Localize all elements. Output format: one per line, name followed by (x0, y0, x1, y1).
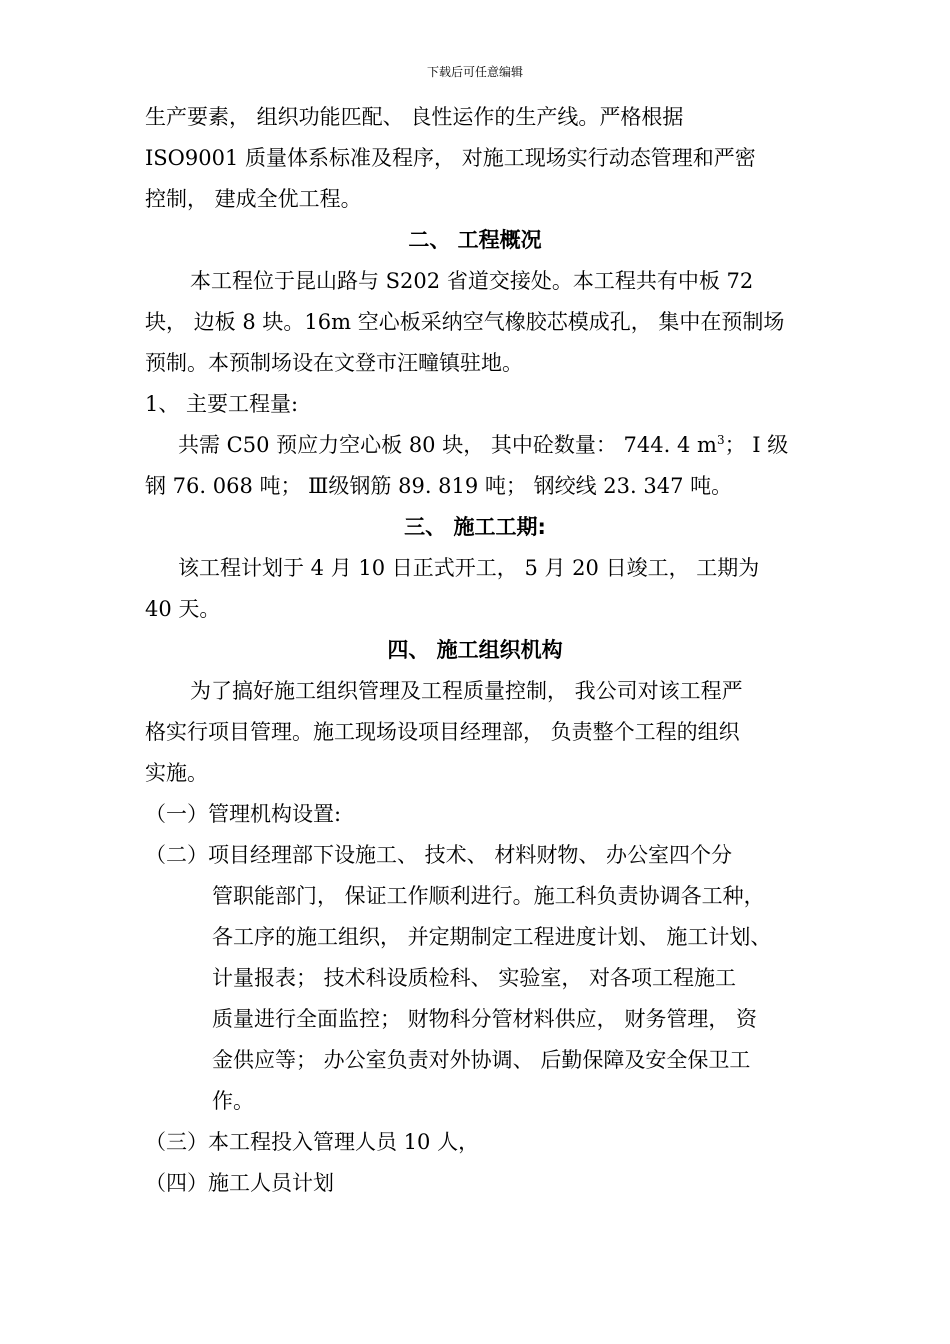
sec2-paragraph-line-1: 本工程位于昆山路与 S202 省道交接处。本工程共有中板 72 (190, 269, 754, 293)
sec4-item-4: （四）施工人员计划 (145, 1171, 334, 1195)
section-4-heading: 四、 施工组织机构 (387, 638, 563, 662)
sec4-item-2-cont-3: 计量报表； 技术科设质检科、 实验室， 对各项工程施工 (212, 966, 737, 990)
sec2-paragraph-line-2: 块， 边板 8 块。16m 空心板采纳空气橡胶芯模成孔， 集中在预制场 (145, 310, 785, 334)
sec2-list-item: 1、 主要工程量: (145, 392, 299, 416)
cubic-superscript: 3 (716, 433, 725, 447)
sec2-paragraph-line-3: 预制。本预制场设在文登市汪疃镇驻地。 (145, 351, 523, 375)
intro-line-3: 控制， 建成全优工程。 (145, 187, 362, 211)
intro-line-1: 生产要素， 组织功能匹配、 良性运作的生产线。严格根据 (145, 105, 684, 129)
sec4-item-1: （一）管理机构设置: (145, 802, 342, 826)
sec4-paragraph-line-2: 格实行项目管理。施工现场设项目经理部， 负责整个工程的组织 (145, 720, 740, 744)
sec4-item-2-cont-1: 管职能部门， 保证工作顺利进行。施工科负责协调各工种， (212, 884, 765, 908)
sec4-paragraph-line-3: 实施。 (145, 761, 208, 785)
quantity-text-a: 共需 C50 预应力空心板 80 块， 其中砼数量： 744. 4 m (178, 433, 717, 457)
sec4-item-2-cont-4: 质量进行全面监控； 财物科分管材料供应， 财务管理， 资 (212, 1007, 758, 1031)
sec4-paragraph-line-1: 为了搞好施工组织管理及工程质量控制， 我公司对该工程严 (190, 679, 743, 703)
sec3-paragraph-line-2: 40 天。 (145, 597, 221, 621)
page-header: 下载后可任意编辑 (426, 65, 523, 79)
section-2-heading: 二、 工程概况 (408, 228, 542, 252)
sec4-item-2: （二）项目经理部下设施工、 技术、 材料财物、 办公室四个分 (145, 843, 733, 867)
sec4-item-2-cont-5: 金供应等； 办公室负责对外协调、 后勤保障及安全保卫工 (212, 1048, 751, 1072)
quantity-line-2: 钢 76. 068 吨； Ⅲ级钢筋 89. 819 吨； 钢绞线 23. 347 吨。 (145, 474, 733, 498)
quantity-text-b: ； Ⅰ 级 (724, 433, 789, 457)
sec4-item-3: （三）本工程投入管理人员 10 人， (145, 1130, 480, 1154)
sec4-item-2-cont-2: 各工序的施工组织， 并定期制定工程进度计划、 施工计划、 (212, 925, 772, 949)
quantity-line-1 (178, 430, 788, 460)
section-3-heading: 三、 施工工期: (404, 515, 546, 539)
intro-line-2: ISO9001 质量体系标准及程序， 对施工现场实行动态管理和严密 (145, 146, 756, 170)
sec3-paragraph-line-1: 该工程计划于 4 月 10 日正式开工， 5 月 20 日竣工， 工期为 (178, 556, 760, 580)
sec4-item-2-cont-6: 作。 (212, 1089, 254, 1113)
